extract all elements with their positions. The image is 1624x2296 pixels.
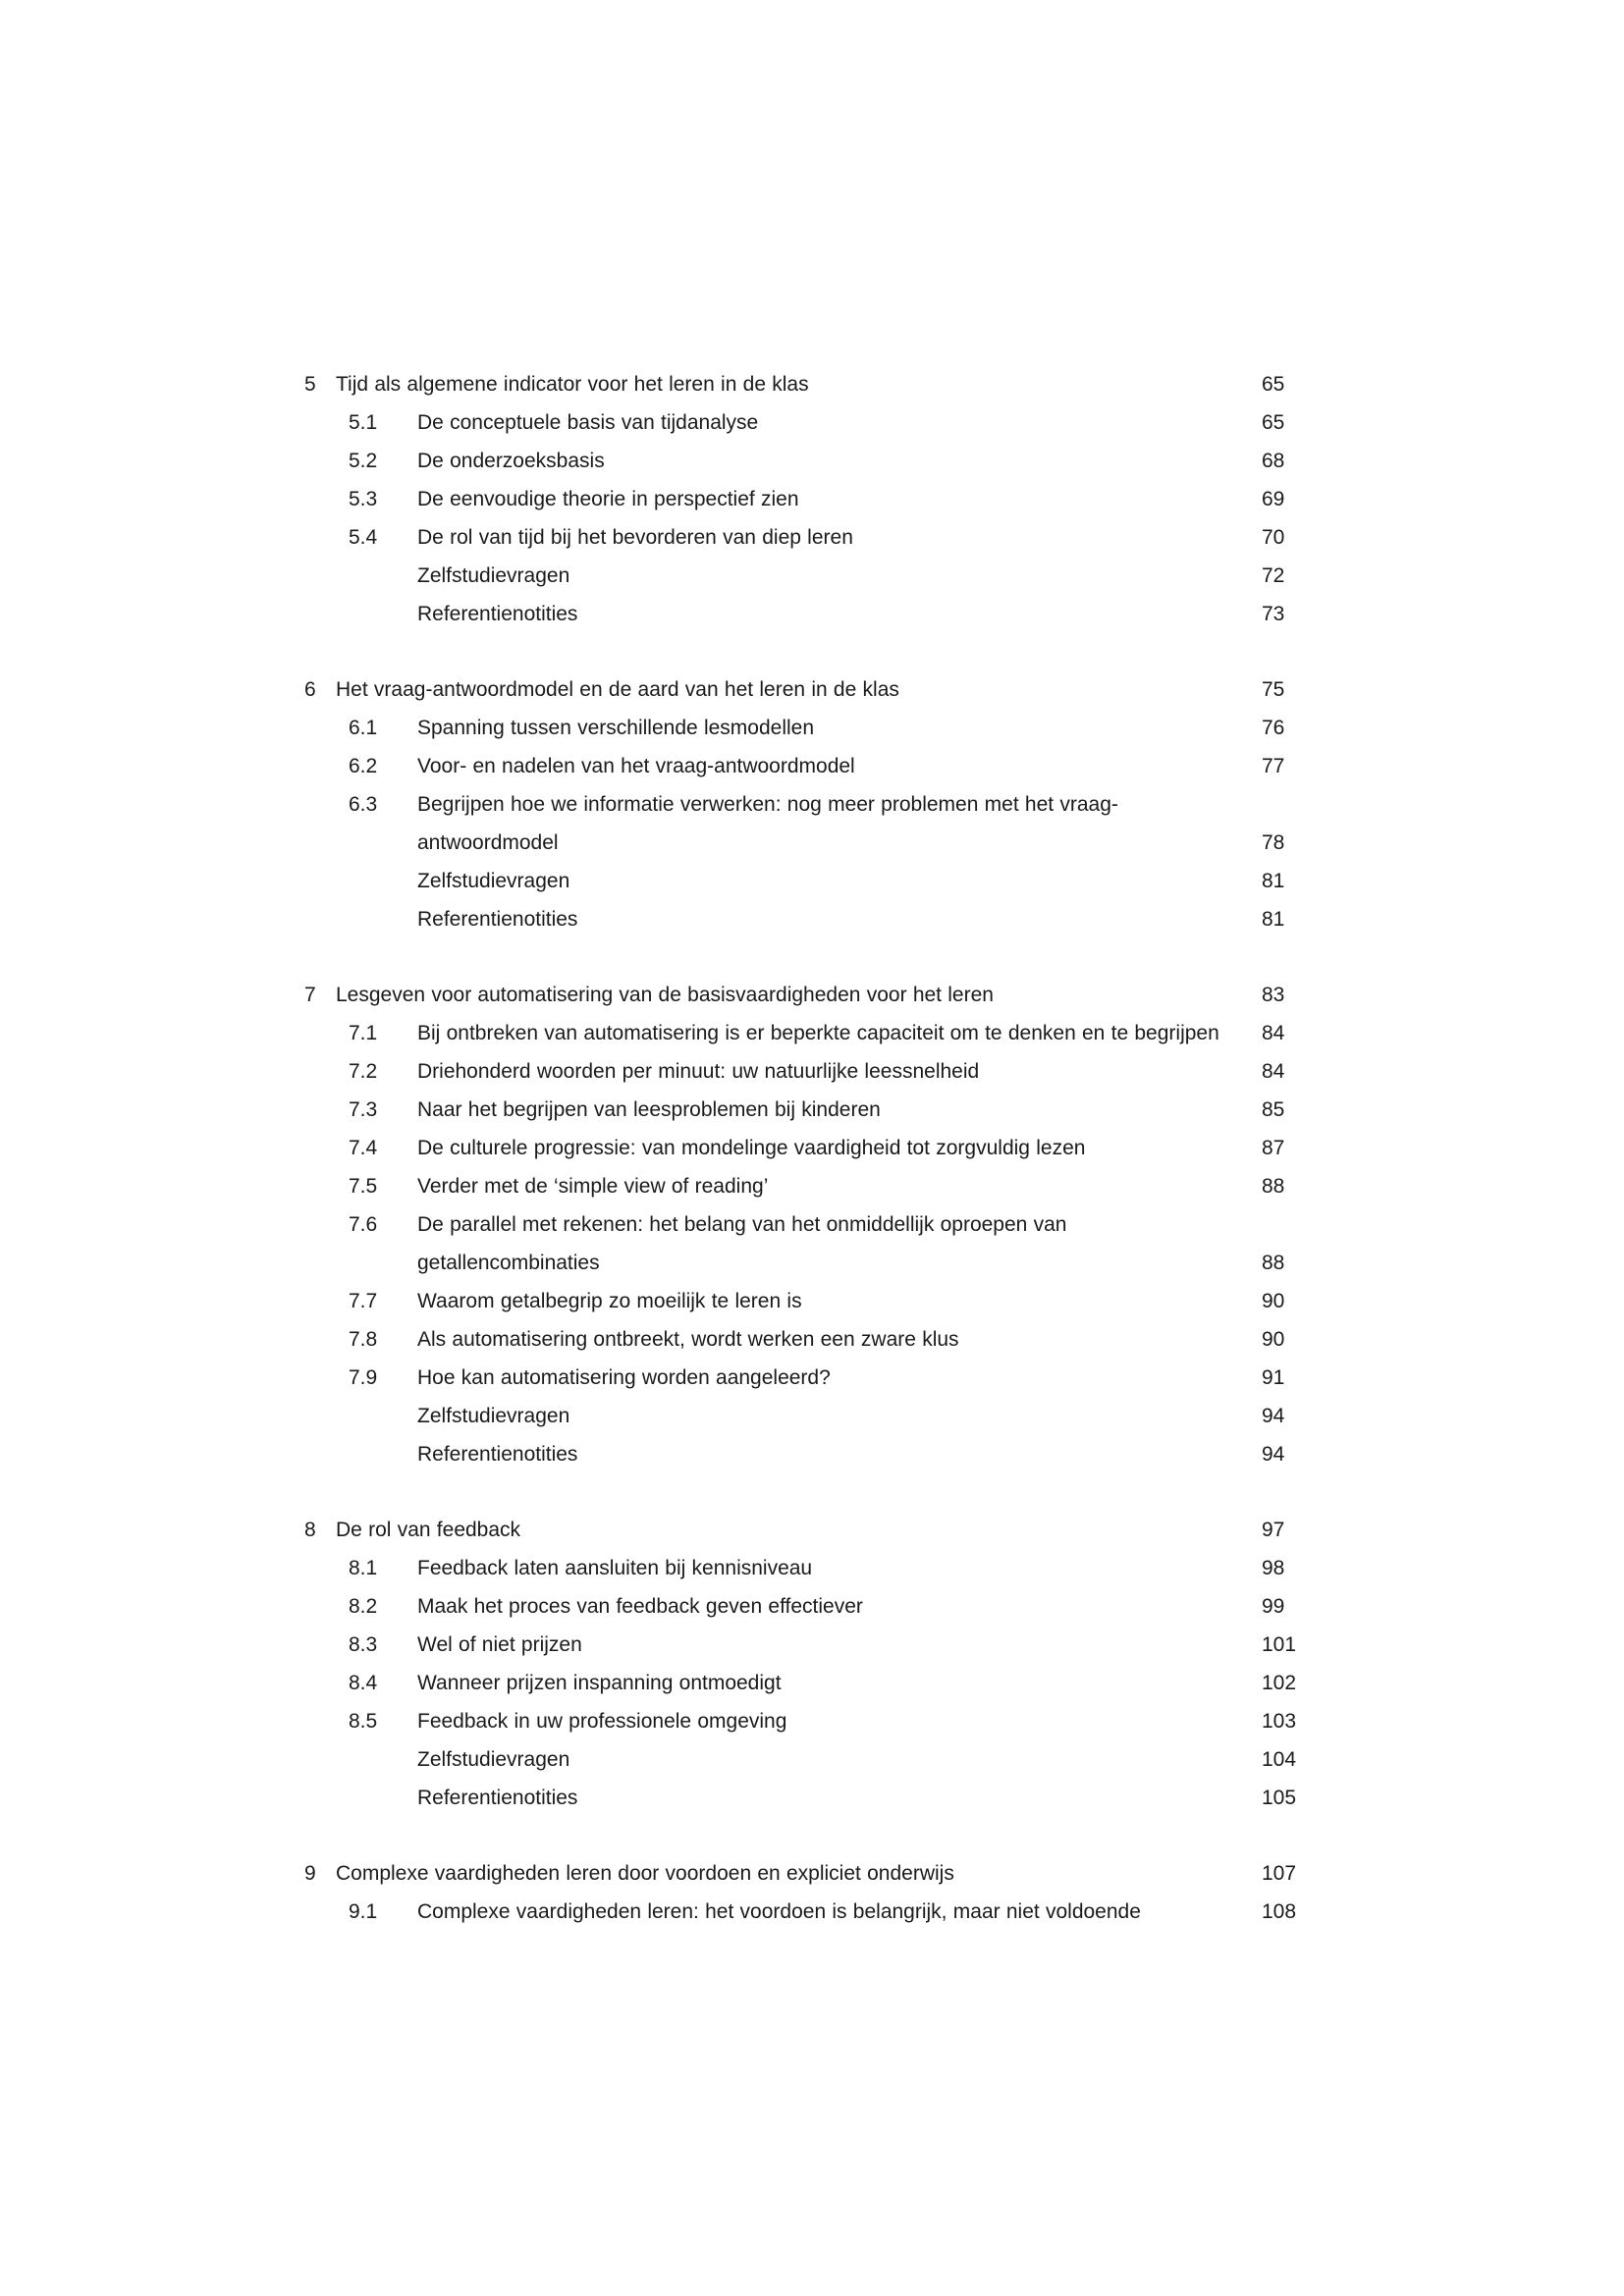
toc-section-entry[interactable]	[295, 1549, 1375, 1587]
toc-section-entry[interactable]	[295, 785, 1375, 862]
section-page-number: 88	[1262, 1252, 1285, 1274]
section-number: 7.1	[349, 1022, 378, 1044]
section-page-number: 88	[1262, 1175, 1285, 1198]
section-number: 7.3	[349, 1098, 378, 1121]
chapter-title: Complexe vaardigheden leren door voordoen en expliciet onderwijs	[336, 1862, 954, 1885]
toc-section-entry[interactable]	[295, 1282, 1375, 1320]
section-page-number: 73	[1262, 603, 1285, 625]
chapter-page-number: 97	[1262, 1519, 1285, 1541]
section-number: 7.5	[349, 1175, 378, 1198]
section-page-number: 105	[1262, 1787, 1297, 1809]
section-title: Verder met de ‘simple view of reading’	[417, 1175, 769, 1198]
section-title: Begrijpen hoe we informatie verwerken: nog meer problemen met het vraag-antwoordmodel	[417, 793, 1118, 854]
toc-section-entry[interactable]	[295, 862, 1375, 900]
chapter-page-number: 83	[1262, 984, 1285, 1006]
toc-section-entry[interactable]	[295, 1091, 1375, 1129]
toc-section-entry[interactable]	[295, 557, 1375, 595]
toc-chapter-block	[295, 1854, 1375, 1931]
section-number: 8.2	[349, 1595, 378, 1618]
section-title: De parallel met rekenen: het belang van het onmiddellijk oproepen van getallencombinaties	[417, 1213, 1067, 1274]
section-page-number: 94	[1262, 1405, 1285, 1427]
section-title: Referentienotities	[417, 603, 578, 625]
toc-section-entry[interactable]	[295, 1435, 1375, 1473]
chapter-page-number: 65	[1262, 373, 1285, 396]
section-page-number: 81	[1262, 908, 1285, 931]
toc-chapter-block	[295, 365, 1375, 633]
toc-chapter-entry[interactable]	[295, 365, 1375, 403]
toc-section-entry[interactable]	[295, 1129, 1375, 1167]
toc-chapter-block	[295, 1511, 1375, 1817]
section-title: De onderzoeksbasis	[417, 450, 605, 472]
toc-section-entry[interactable]	[295, 1167, 1375, 1205]
section-page-number: 101	[1262, 1633, 1297, 1656]
section-title: Hoe kan automatisering worden aangeleerd?	[417, 1366, 831, 1389]
section-page-number: 90	[1262, 1290, 1285, 1312]
section-title: Zelfstudievragen	[417, 564, 570, 587]
section-page-number: 103	[1262, 1710, 1297, 1733]
toc-section-entry[interactable]	[295, 403, 1375, 442]
section-title: Wanneer prijzen inspanning ontmoedigt	[417, 1672, 782, 1694]
section-page-number: 81	[1262, 870, 1285, 892]
section-title: De eenvoudige theorie in perspectief zien	[417, 488, 799, 510]
section-title: Driehonderd woorden per minuut: uw natuurlijke leessnelheid	[417, 1060, 980, 1083]
section-page-number: 99	[1262, 1595, 1285, 1618]
section-page-number: 77	[1262, 755, 1285, 777]
section-title: Zelfstudievragen	[417, 1405, 570, 1427]
chapter-title: Het vraag-antwoordmodel en de aard van het leren in de klas	[336, 678, 899, 701]
toc-section-entry[interactable]	[295, 1702, 1375, 1740]
section-title: De conceptuele basis van tijdanalyse	[417, 411, 759, 434]
toc-section-entry[interactable]	[295, 900, 1375, 938]
section-page-number: 91	[1262, 1366, 1285, 1389]
toc-section-entry[interactable]	[295, 595, 1375, 633]
toc-section-entry[interactable]	[295, 1359, 1375, 1397]
toc-section-entry[interactable]	[295, 1205, 1375, 1282]
toc-section-entry[interactable]	[295, 1779, 1375, 1817]
section-title: Complexe vaardigheden leren: het voordoen is belangrijk, maar niet voldoende	[417, 1900, 1141, 1923]
section-title: Bij ontbreken van automatisering is er beperkte capaciteit om te denken en te begrijpen	[417, 1022, 1219, 1044]
section-number: 6.2	[349, 755, 378, 777]
chapter-title: De rol van feedback	[336, 1519, 521, 1541]
section-page-number: 87	[1262, 1137, 1285, 1159]
section-number: 8.4	[349, 1672, 378, 1694]
section-page-number: 72	[1262, 564, 1285, 587]
toc-section-entry[interactable]	[295, 442, 1375, 480]
section-number: 8.1	[349, 1557, 378, 1579]
chapter-title: Lesgeven voor automatisering van de basisvaardigheden voor het leren	[336, 984, 994, 1006]
toc-section-entry[interactable]	[295, 1587, 1375, 1626]
section-number: 5.3	[349, 488, 378, 510]
toc-chapter-block	[295, 670, 1375, 938]
section-number: 6.1	[349, 717, 378, 739]
section-page-number: 98	[1262, 1557, 1285, 1579]
section-title: Spanning tussen verschillende lesmodellen	[417, 717, 815, 739]
chapter-number: 6	[304, 678, 316, 701]
section-page-number: 102	[1262, 1672, 1297, 1694]
section-title: Feedback laten aansluiten bij kennisniveau	[417, 1557, 813, 1579]
chapter-number: 5	[304, 373, 316, 396]
toc-section-entry[interactable]	[295, 1664, 1375, 1702]
section-title: Waarom getalbegrip zo moeilijk te leren is	[417, 1290, 802, 1312]
section-number: 9.1	[349, 1900, 378, 1923]
section-page-number: 90	[1262, 1328, 1285, 1351]
section-page-number: 69	[1262, 488, 1285, 510]
chapter-page-number: 107	[1262, 1862, 1297, 1885]
section-number: 7.9	[349, 1366, 378, 1389]
toc-section-entry[interactable]	[295, 1397, 1375, 1435]
section-title: De rol van tijd bij het bevorderen van diep leren	[417, 526, 853, 549]
chapter-number: 7	[304, 984, 316, 1006]
toc-section-entry[interactable]	[295, 1740, 1375, 1779]
toc-chapter-entry[interactable]	[295, 976, 1375, 1014]
section-title: Naar het begrijpen van leesproblemen bij kinderen	[417, 1098, 881, 1121]
section-page-number: 65	[1262, 411, 1285, 434]
chapter-title: Tijd als algemene indicator voor het leren in de klas	[336, 373, 809, 396]
section-page-number: 68	[1262, 450, 1285, 472]
section-page-number: 70	[1262, 526, 1285, 549]
section-number: 7.8	[349, 1328, 378, 1351]
toc-section-entry[interactable]	[295, 518, 1375, 557]
section-number: 5.2	[349, 450, 378, 472]
section-number: 6.3	[349, 793, 378, 816]
toc-chapter-entry[interactable]	[295, 1854, 1375, 1893]
section-page-number: 104	[1262, 1748, 1297, 1771]
toc-chapter-entry[interactable]	[295, 670, 1375, 709]
toc-section-entry[interactable]	[295, 1014, 1375, 1052]
toc-section-entry[interactable]	[295, 709, 1375, 747]
toc-chapter-block	[295, 976, 1375, 1473]
section-title: Maak het proces van feedback geven effectiever	[417, 1595, 863, 1618]
toc-section-entry[interactable]	[295, 480, 1375, 518]
toc-section-entry[interactable]	[295, 1626, 1375, 1664]
chapter-page-number: 75	[1262, 678, 1285, 701]
section-number: 7.2	[349, 1060, 378, 1083]
section-page-number: 85	[1262, 1098, 1285, 1121]
section-page-number: 108	[1262, 1900, 1297, 1923]
toc-section-entry[interactable]	[295, 1052, 1375, 1091]
section-page-number: 94	[1262, 1443, 1285, 1466]
section-title: Zelfstudievragen	[417, 1748, 570, 1771]
section-title: Als automatisering ontbreekt, wordt werken een zware klus	[417, 1328, 959, 1351]
toc-section-entry[interactable]	[295, 1320, 1375, 1359]
section-title: Referentienotities	[417, 1443, 578, 1466]
section-number: 8.5	[349, 1710, 378, 1733]
section-page-number: 76	[1262, 717, 1285, 739]
section-number: 5.4	[349, 526, 378, 549]
section-page-number: 84	[1262, 1022, 1285, 1044]
section-title: Zelfstudievragen	[417, 870, 570, 892]
toc-section-entry[interactable]	[295, 747, 1375, 785]
section-title: Voor- en nadelen van het vraag-antwoordmodel	[417, 755, 855, 777]
section-title: De culturele progressie: van mondelinge vaardigheid tot zorgvuldig lezen	[417, 1137, 1086, 1159]
section-number: 7.7	[349, 1290, 378, 1312]
table-of-contents	[295, 365, 1375, 1931]
section-number: 5.1	[349, 411, 378, 434]
toc-section-entry[interactable]	[295, 1893, 1375, 1931]
section-title: Feedback in uw professionele omgeving	[417, 1710, 787, 1733]
chapter-number: 8	[304, 1519, 316, 1541]
section-title: Referentienotities	[417, 1787, 578, 1809]
section-number: 7.4	[349, 1137, 378, 1159]
section-title: Referentienotities	[417, 908, 578, 931]
section-number: 8.3	[349, 1633, 378, 1656]
section-title: Wel of niet prijzen	[417, 1633, 582, 1656]
chapter-number: 9	[304, 1862, 316, 1885]
section-number: 7.6	[349, 1213, 378, 1236]
section-page-number: 84	[1262, 1060, 1285, 1083]
toc-chapter-entry[interactable]	[295, 1511, 1375, 1549]
section-page-number: 78	[1262, 831, 1285, 854]
